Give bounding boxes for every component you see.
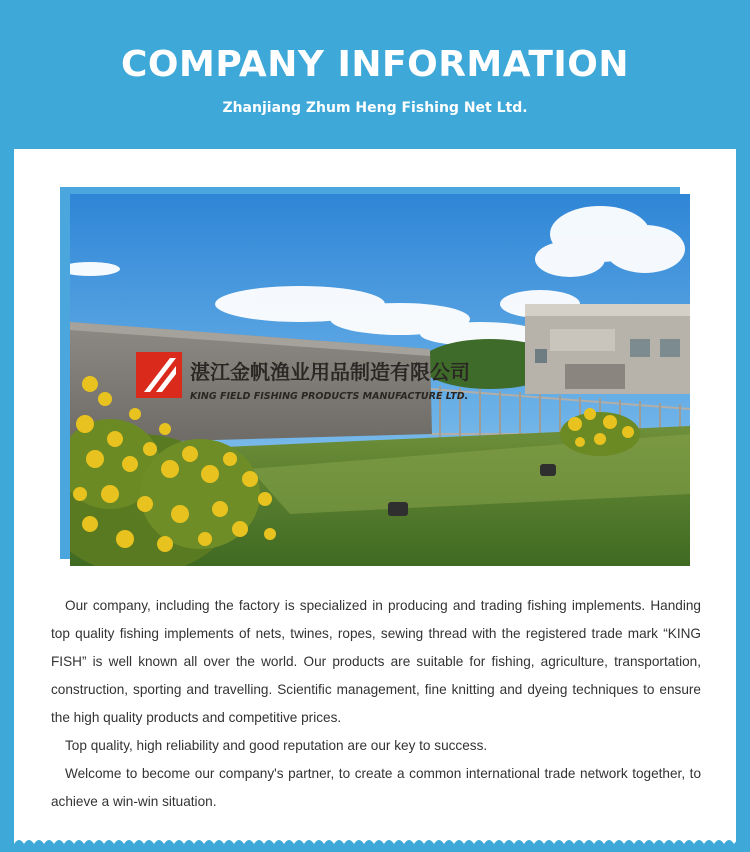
page-title: COMPANY INFORMATION	[120, 44, 630, 85]
wave-border	[14, 836, 736, 852]
sign-english-text: KING FIELD FISHING PRODUCTS MANUFACTURE LTD.	[190, 391, 469, 402]
company-subtitle: Zhanjiang Zhum Heng Fishing Net Ltd.	[222, 100, 528, 116]
sign-chinese-text: 湛江金帆渔业用品制造有限公司	[190, 360, 470, 384]
description-paragraph-1: Our company, including the factory is specialized in producing and trading fishing implements. Handing top quality fishing implements of nets, twines, ropes, sewing thread with the registered trade mark “KING FISH” is well known all over the world. Our products are suitable for fishing, agriculture, transportation, construction, sporting and travelling. Scientific management, fine knitting and dyeing techniques to ensure the high quality products and competitive prices.	[51, 598, 701, 725]
description-paragraph-2: Top quality, high reliability and good reputation are our key to success.	[65, 738, 488, 753]
photo-frame	[60, 187, 680, 559]
content-card	[14, 149, 736, 844]
factory-photo	[70, 194, 690, 566]
description-paragraph-3: Welcome to become our company's partner, to create a common international trade network together, to achieve a win-win situation.	[51, 766, 701, 809]
company-description	[51, 592, 701, 816]
